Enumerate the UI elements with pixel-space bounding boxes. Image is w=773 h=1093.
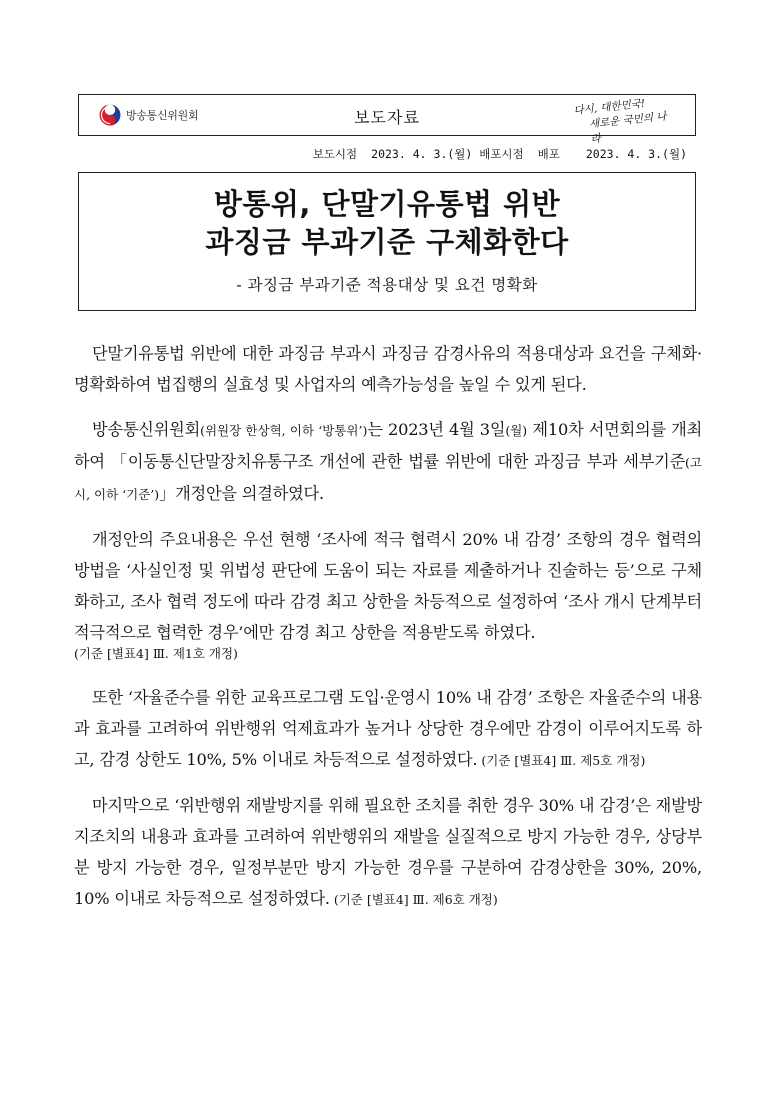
header-box — [78, 94, 696, 146]
org-mention: 방송통신위원회 — [92, 420, 201, 439]
paragraph-1: 단말기유통법 위반에 대한 과징금 부과시 과징금 감경사유의 적용대상과 요건을 구체화·명확화하여 법집행의 실효성 및 사업자의 예측가능성을 높일 수 있게 된다. — [74, 344, 702, 394]
paragraph-5-reference: (기준 [별표4] Ⅲ. 제6호 개정) — [329, 892, 498, 907]
article-body — [74, 338, 702, 929]
release-info — [313, 146, 687, 162]
slogan-line-1: 다시, 대한민국! — [573, 97, 646, 118]
slogan-line-2: 새로운 국민의 나라 — [588, 110, 668, 146]
paragraph-5 — [74, 790, 702, 915]
meeting-detail: 제10차 서면회의를 개최하여 「이동통신단말장치유통구조 개선에 관한 법률 위반에 대한 과징금 부과 세부기준 — [74, 420, 703, 471]
paragraph-4-reference: (기준 [별표4] Ⅲ. 제5호 개정) — [477, 753, 646, 768]
resolution-text: 」개정안을 의결하였다. — [159, 484, 324, 503]
paragraph-2 — [74, 414, 702, 510]
press-time-label: 보도시점 — [312, 147, 358, 161]
paragraph-4-text: 또한 ‘자율준수를 위한 교육프로그램 도입·운영시 10% 내 감경’ 조항은 자율준수의 내용과 효과를 고려하여 위반행위 억제효과가 높거나 상당한 경우에만 감경이 이루어지도록 하고, 감경 상한도 10%, 5% 이내로 차등적으로 설정하였다. — [74, 688, 702, 769]
distribute-time-date: 2023. 4. 3.(월) — [585, 147, 687, 161]
meeting-date: 는 2023년 4월 3일 — [367, 420, 506, 439]
weekday-note: (월) — [505, 423, 528, 438]
slogan — [573, 94, 673, 149]
title-box — [78, 172, 696, 311]
paragraph-4 — [74, 682, 702, 776]
distribute-time-label: 배포시점 — [479, 147, 524, 161]
headline-line-2: 과징금 부과기준 구체화한다 — [205, 225, 569, 259]
document-type: 보도자료 — [354, 108, 420, 127]
paragraph-3-reference: (기준 [별표4] Ⅲ. 제1호 개정) — [74, 646, 238, 661]
notice-note: (고시, 이하 ‘기준’) — [74, 455, 702, 502]
press-time-date: 2023. 4. 3.(월) — [371, 147, 473, 161]
headline-line-1: 방통위, 단말기유통법 위반 — [213, 187, 561, 221]
paragraph-3: 개정안의 주요내용은 우선 현행 ‘조사에 적극 협력시 20% 내 감경’ 조항의 경우 협력의 방법을 ‘사실인정 및 위법성 판단에 도움이 되는 자료를 제출하거나 진술하는 등’으로 구체화하고, 조사 협력 정도에 따라 감경 최고 상한을 차등적으로 설정하여 ‘조사 개시 단계부터 적극적으로 협력한 경우’에만 감경 최고 상한을 적용받도록 하였다. — [74, 530, 702, 642]
paragraph-5-text: 마지막으로 ‘위반행위 재발방지를 위해 필요한 조치를 취한 경우 30% 내 감경’은 재발방지조치의 내용과 효과를 고려하여 위반행위의 재발을 실질적으로 방지 가능한 경우, 상당부분 방지 가능한 경우, 일정부분만 방지 가능한 경우를 구분하여 감경상한을 30%, 20%, 10% 이내로 차등적으로 설정하였다. — [74, 796, 702, 908]
chair-note: (위원장 한상혁, 이하 ‘방통위’) — [200, 423, 368, 438]
distribute-word: 배포 — [537, 147, 560, 161]
org-name: 방송통신위원회 — [126, 109, 199, 122]
subheadline: - 과징금 부과기준 적용대상 및 요건 명확화 — [236, 276, 538, 294]
